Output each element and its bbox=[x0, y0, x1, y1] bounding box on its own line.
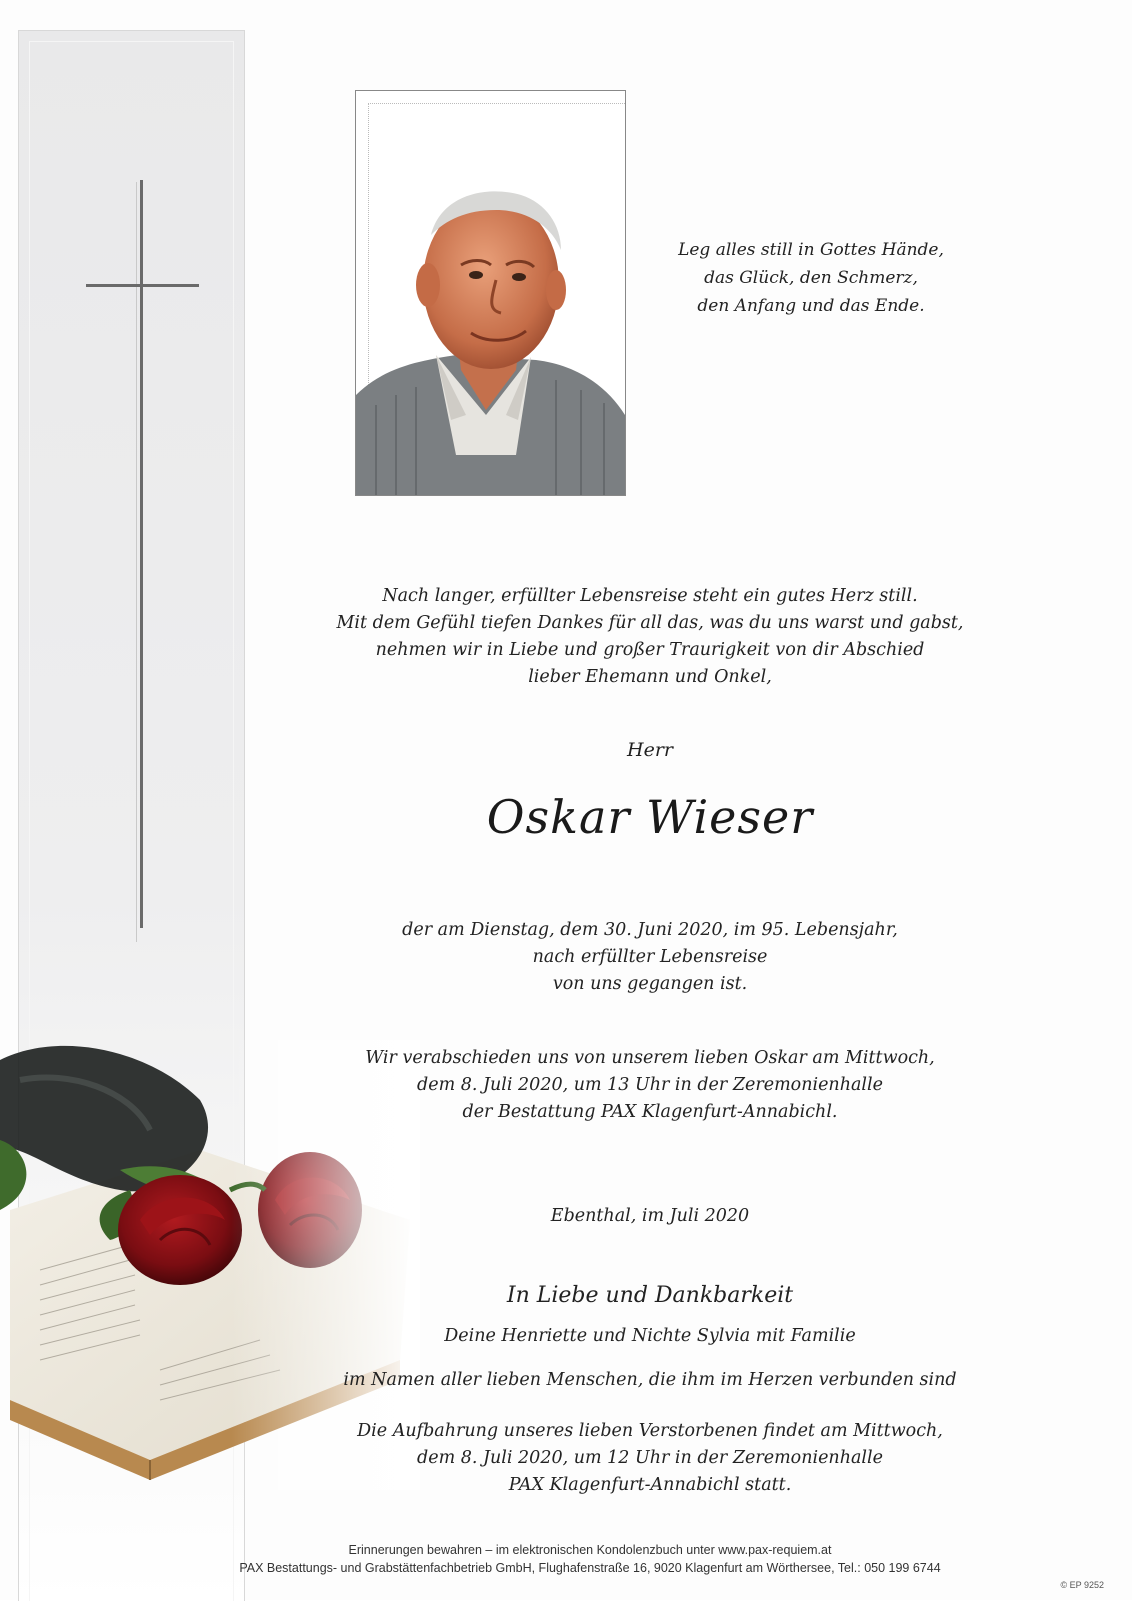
cross-bar bbox=[86, 284, 199, 287]
mourners-heading: In Liebe und Dankbarkeit bbox=[506, 1283, 794, 1308]
portrait-photo-frame bbox=[355, 90, 626, 496]
salutation: Herr bbox=[627, 739, 673, 761]
farewell-line: Wir verabschieden uns von unserem lieben Oskar am Mittwoch, bbox=[365, 1048, 935, 1068]
wake-line: Die Aufbahrung unseres lieben Verstorbenen findet am Mittwoch, bbox=[357, 1421, 943, 1441]
quote-verse bbox=[636, 236, 986, 320]
cross-icon bbox=[140, 180, 143, 928]
quote-line: den Anfang und das Ende. bbox=[697, 296, 925, 316]
death-line: von uns gegangen ist. bbox=[552, 974, 748, 994]
frame-dotted-line bbox=[368, 103, 625, 105]
farewell-line: der Bestattung PAX Klagenfurt-Annabichl. bbox=[462, 1102, 838, 1122]
cross-shadow bbox=[136, 182, 137, 942]
mourners-family: Deine Henriette und Nichte Sylvia mit Familie bbox=[444, 1326, 856, 1346]
intro-text bbox=[265, 583, 1035, 691]
farewell-line: dem 8. Juli 2020, um 13 Uhr in der Zeremonienhalle bbox=[417, 1075, 883, 1095]
death-line: nach erfüllter Lebensreise bbox=[532, 947, 768, 967]
death-line: der am Dienstag, dem 30. Juni 2020, im 95. Lebensjahr, bbox=[402, 920, 898, 940]
wake-notice bbox=[265, 1418, 1035, 1499]
footer-condolence-link: Erinnerungen bewahren – im elektronischen Kondolenzbuch unter www.pax-requiem.at bbox=[348, 1543, 832, 1557]
intro-line: Nach langer, erfüllter Lebensreise steht ein gutes Herz still. bbox=[382, 586, 918, 606]
death-notice bbox=[265, 917, 1035, 998]
place-and-date: Ebenthal, im Juli 2020 bbox=[550, 1206, 750, 1226]
mourners-others: im Namen aller lieben Menschen, die ihm im Herzen verbunden sind bbox=[343, 1370, 957, 1390]
farewell-notice bbox=[265, 1045, 1035, 1126]
portrait-photo bbox=[356, 165, 625, 495]
intro-line: lieber Ehemann und Onkel, bbox=[528, 667, 772, 687]
quote-line: das Glück, den Schmerz, bbox=[704, 268, 918, 288]
intro-line: nehmen wir in Liebe und großer Traurigkeit von dir Abschied bbox=[375, 640, 925, 660]
template-code: © EP 9252 bbox=[1060, 1580, 1104, 1590]
wake-line: dem 8. Juli 2020, um 12 Uhr in der Zeremonienhalle bbox=[417, 1448, 883, 1468]
intro-line: Mit dem Gefühl tiefen Dankes für all das, was du uns warst und gabst, bbox=[336, 613, 964, 633]
deceased-name: Oskar Wieser bbox=[486, 790, 814, 844]
wake-line: PAX Klagenfurt-Annabichl statt. bbox=[508, 1475, 792, 1495]
footer-company-info: PAX Bestattungs- und Grabstättenfachbetrieb GmbH, Flughafenstraße 16, 9020 Klagenfurt am Wörthersee, Tel.: 050 199 6744 bbox=[239, 1561, 941, 1575]
quote-line: Leg alles still in Gottes Hände, bbox=[678, 240, 944, 260]
